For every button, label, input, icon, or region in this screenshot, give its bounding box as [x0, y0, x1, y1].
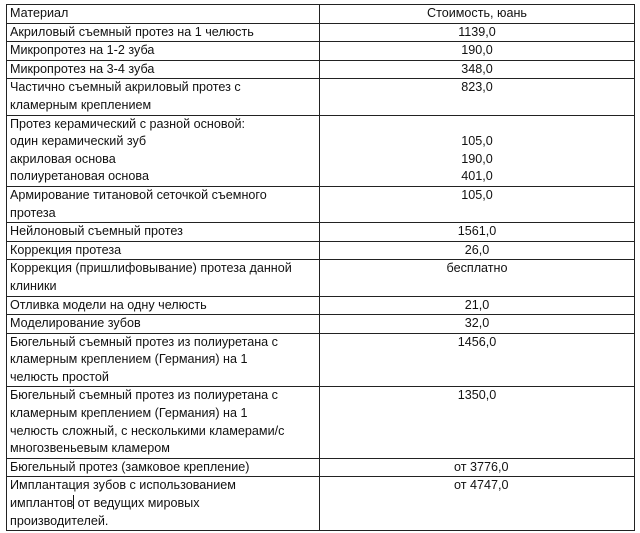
row-material: Бюгельный протез (замковое крепление) [7, 458, 320, 477]
row-material-part: Имплантация зубов с использованием имплантов [10, 478, 236, 511]
row-cost: 1139,0 [320, 23, 635, 42]
row-material-part: от ведущих мировых производителей. [10, 496, 200, 528]
row-cost: 105,0 [320, 186, 635, 222]
table-row [7, 458, 635, 477]
row-material: Моделирование зубов [7, 315, 320, 334]
row-cost: 1561,0 [320, 223, 635, 242]
table-row [7, 115, 635, 186]
table-row [7, 241, 635, 260]
row-material: Коррекция протеза [7, 241, 320, 260]
table-row [7, 23, 635, 42]
table-row [7, 60, 635, 79]
row-material: Отливка модели на одну челюсть [7, 296, 320, 315]
table-row [7, 42, 635, 61]
row-cost: бесплатно [320, 260, 635, 296]
row-material: Бюгельный съемный протез из полиуретана с кламерным креплением (Германия) на 1 челюсть сложный, с несколькими кламерами/с многозвеньевым кламером [7, 387, 320, 458]
header-cost: Стоимость, юань [320, 5, 635, 24]
row-material: Бюгельный съемный протез из полиуретана с кламерным креплением (Германия) на 1 челюсть простой [7, 333, 320, 387]
row-cost: 823,0 [320, 79, 635, 115]
price-table [6, 4, 635, 531]
row-cost: от 3776,0 [320, 458, 635, 477]
row-material: Микропротез на 1-2 зуба [7, 42, 320, 61]
table-row [7, 477, 635, 531]
table-row [7, 223, 635, 242]
row-cost: 26,0 [320, 241, 635, 260]
row-material: Акриловый съемный протез на 1 челюсть [7, 23, 320, 42]
table-row [7, 315, 635, 334]
row-cost: 105,0 190,0 401,0 [320, 115, 635, 186]
row-cost: 190,0 [320, 42, 635, 61]
row-material: Протез керамический с разной основой: один керамический зуб акриловая основа полиуретановая основа [7, 115, 320, 186]
table-row [7, 79, 635, 115]
row-cost: 21,0 [320, 296, 635, 315]
row-cost: 348,0 [320, 60, 635, 79]
row-material [7, 477, 320, 531]
row-material: Армирование титановой сеточкой съемного протеза [7, 186, 320, 222]
table-row [7, 387, 635, 458]
table-header-row [7, 5, 635, 24]
row-cost: 32,0 [320, 315, 635, 334]
table-row [7, 186, 635, 222]
row-material: Коррекция (пришлифовывание) протеза данной клиники [7, 260, 320, 296]
table-row [7, 260, 635, 296]
table-row [7, 296, 635, 315]
table-row [7, 333, 635, 387]
row-material: Частично съемный акриловый протез с кламерным креплением [7, 79, 320, 115]
row-cost: 1350,0 [320, 387, 635, 458]
header-material: Материал [7, 5, 320, 24]
row-cost: от 4747,0 [320, 477, 635, 531]
row-material: Микропротез на 3-4 зуба [7, 60, 320, 79]
row-material: Нейлоновый съемный протез [7, 223, 320, 242]
row-cost: 1456,0 [320, 333, 635, 387]
